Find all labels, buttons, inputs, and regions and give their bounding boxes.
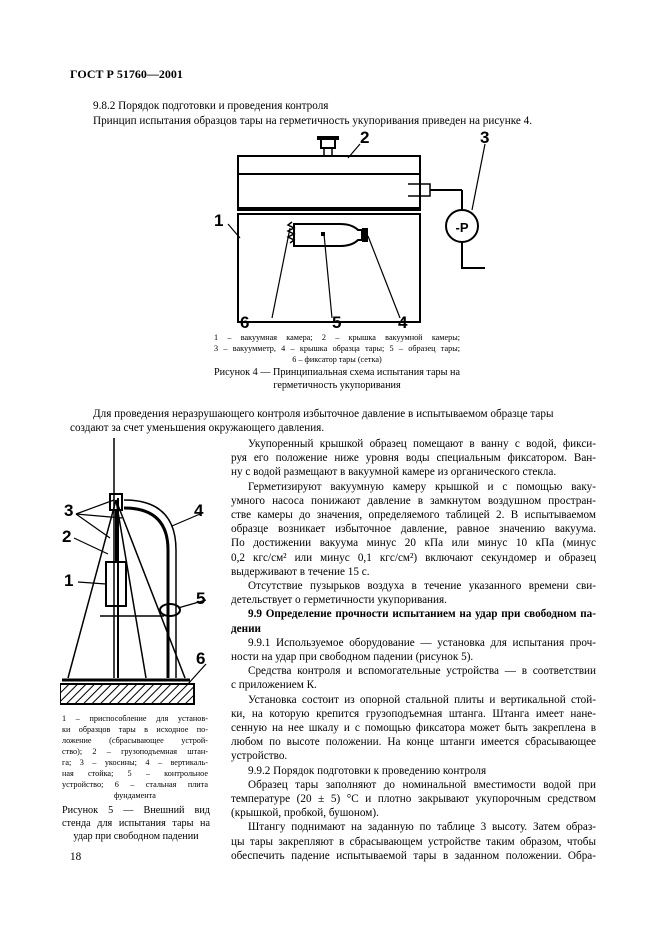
paragraph-line: Образец тары заполняют до номинальной вместимости водой при [248,778,596,791]
release-device [106,562,126,606]
fig4-label-5: 5 [332,313,342,332]
paragraph-line: устройство. [231,750,288,763]
fig4-label-6: 6 [240,313,250,332]
paragraph-line: ну с водой размещают в вакуумной камере из органического стекла. [231,466,557,479]
fig5-legend-line: ложение (сбрасывающее устрой- [62,736,208,745]
fig4-label-2: 2 [360,128,370,147]
paragraph-line: По достижении вакуума минус 20 кПа или минус 10 кПа (минус [231,537,596,550]
paragraph-line: любом по высоте положении. На конце штанги имеется сбрасывающее [231,736,596,749]
fig5-label-2: 2 [62,527,72,546]
paragraph-line: детельствует о герметичности укупоривания. [231,594,447,607]
leader-line-1 [78,582,106,584]
fig4-label-3: 3 [480,128,490,147]
paragraph-line: 0,2 кгс/см² или минус 0,1 кгс/см²) включают секундомер и образец [231,551,596,564]
paragraph-line: Установка состоит из опорной стальной плиты и вертикальной стой- [248,693,596,706]
paragraph-line: ки, на которую крепится грузоподъемная штанга. Штанга имеет нане- [231,707,596,720]
vacuum-chamber [238,214,420,322]
paragraph-line: создают за счет уменьшения окружающего давления. [70,422,325,434]
fig4-legend-line: 1 – вакуумная камера; 2 – крышка вакуумной камеры; [214,333,460,342]
section-99-title: 9.9 Определение прочности испытанием на удар при свободном па- [248,608,596,621]
paragraph-line: Средства контроля и вспомогательные устройства — в соответствии [248,665,596,678]
lid-knob-top [317,136,339,140]
fig4-label-1: 1 [214,211,224,230]
paragraph-line: с приложением К. [231,679,317,692]
leader-line-3 [76,514,110,538]
fig5-legend-line: ная стойка; 5 – контрольное [62,769,208,778]
paragraph-line: температуре (20 ± 5) °С и плотно закрывают укупорочным средством [231,793,596,806]
fig4-label-4: 4 [398,313,408,332]
pump-pipe [462,242,485,268]
fig5-label-3: 3 [64,501,74,520]
fig5-caption: удар при свободном падении [73,831,199,842]
leader-line-3 [472,144,485,210]
leader-line-3 [76,500,114,514]
paragraph-line: обеспечить падение испытываемой тары в заданном положении. Обра- [231,849,596,862]
fig4-legend-line: 6 – фиксатор тары (сетка) [292,355,382,364]
paragraph-line: Укупоренный крышкой образец помещают в ванну с водой, фикси- [248,438,596,450]
fig5-legend-line: ство); 2 – грузоподъемная штан- [62,747,208,756]
chamber-upper-section [238,174,420,210]
fig5-legend-line: 1 – приспособление для установ- [62,714,208,723]
fig5-label-1: 1 [64,571,74,590]
paragraph-line: стве камеры до значения, определяемого таблицей 2. В испытываемом [231,509,596,522]
chamber-lid [238,156,420,174]
control-device [160,604,180,616]
fig5-label-6: 6 [196,649,206,668]
paragraph-line: цы тары закрепляют в сбрасывающем устройстве таким образом, чтобы [231,835,596,848]
section-992-title: 9.9.2 Порядок подготовки к проведению контроля [248,764,487,777]
lid-knob-stem [324,148,332,156]
paragraph-line: ности на удар при свободном падении (рисунок 5). [231,651,474,664]
sample-container [294,224,362,246]
paragraph-line: сенную на нее шкалу и с помощью фиксатора может быть закреплена в [231,722,596,735]
fig5-legend-line: фундамента [114,791,156,800]
vertical-stand [124,508,168,678]
leader-line-4 [368,236,400,318]
fig5-legend-line: га; 3 – укосины; 4 – вертикаль- [62,758,208,767]
fig4-legend-line: 3 – вакуумметр, 4 – крышка образца тары; 5 – образец тары; [214,344,460,353]
gauge-label: -P [455,220,469,235]
paragraph-line: Для проведения неразрушающего контроля избыточное давление в испытываемом образце тары [93,408,554,420]
paragraph-line: образце возникает избыточное давление, равное значению вакуума. [231,523,596,536]
paragraph-line: выдерживают в течение 15 с. [231,565,370,578]
fig4-caption: Рисунок 4 — Принципиальная схема испытания тары на [214,367,460,378]
section-99-title: дении [231,622,261,635]
paragraph-line: Штангу поднимают на заданную по таблице 3 высоту. Затем образ- [248,821,596,834]
paragraph-line: руя его положение ниже уровня воды специальным фиксатором. Ван- [231,452,596,465]
brace [68,500,116,678]
right-column [231,437,596,863]
page-number: 18 [70,851,82,863]
figure-4-vacuum-diagram [200,128,510,333]
foundation-plate [60,684,194,704]
paragraph-line: Отсутствие пузырьков воздуха в течение указанного времени сви- [248,580,596,593]
fig5-label-4: 4 [194,501,204,520]
fig5-caption: стенда для испытания тары на [62,818,210,829]
figure-5-drop-stand [60,438,220,708]
fig5-legend-line: ки образцов тары в исходное по- [62,725,208,734]
paragraph-line: 9.9.1 Используемое оборудование — установка для испытания проч- [248,636,596,649]
fig5-label-5: 5 [196,589,206,608]
paragraph-line: (крышкой, пробкой, бушоном). [231,807,379,820]
fig4-caption: герметичность укупоривания [273,380,401,391]
section-982-title: 9.8.2 Порядок подготовки и проведения контроля [93,100,329,112]
sample-cap [362,228,368,242]
paragraph-line: умного насоса понижают давление в замкнутом воздушном простран- [231,494,596,507]
fig5-legend-line: устройство; 6 – стальная плита [62,780,208,789]
fig5-caption: Рисунок 5 — Внешний вид [62,805,210,816]
leader-line-6 [272,228,290,318]
section-982-intro: Принцип испытания образцов тары на герметичность укупоривания приведен на рисунке 4. [93,115,533,127]
document-header: ГОСТ Р 51760—2001 [70,67,183,81]
brace [116,500,146,678]
paragraph-line: Герметизируют вакуумную камеру крышкой и с помощью ваку- [248,480,596,493]
